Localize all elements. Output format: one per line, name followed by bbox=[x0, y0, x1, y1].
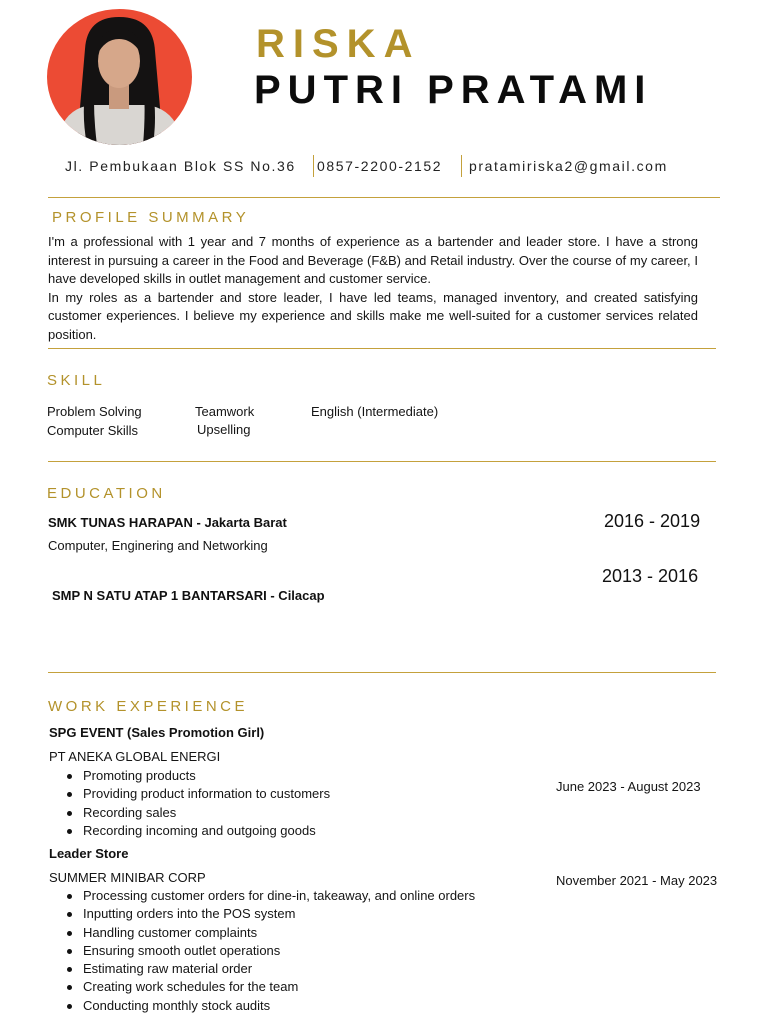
skill-item: English (Intermediate) bbox=[311, 404, 439, 419]
skill-item: Upselling bbox=[197, 422, 251, 437]
section-divider bbox=[48, 197, 720, 198]
section-divider bbox=[48, 672, 716, 673]
contact-phone: 0857-2200-2152 bbox=[317, 158, 443, 174]
list-item: Promoting products bbox=[83, 767, 330, 785]
list-item: Recording incoming and outgoing goods bbox=[83, 822, 330, 840]
job-title: Leader Store bbox=[49, 846, 129, 861]
contact-email: pratamiriska2@gmail.com bbox=[469, 158, 668, 174]
list-item: Processing customer orders for dine-in, takeaway, and online orders bbox=[83, 887, 475, 905]
job-company: PT ANEKA GLOBAL ENERGI bbox=[49, 749, 221, 764]
list-item: Recording sales bbox=[83, 804, 330, 822]
last-name: PUTRI PRATAMI bbox=[254, 68, 653, 112]
job-title: SPG EVENT (Sales Promotion Girl) bbox=[49, 725, 265, 740]
skill-item: Problem Solving bbox=[47, 404, 142, 419]
education-years: 2016 - 2019 bbox=[604, 511, 701, 531]
education-years: 2013 - 2016 bbox=[602, 566, 699, 586]
list-item: Conducting monthly stock audits bbox=[83, 997, 475, 1015]
job-company: SUMMER MINIBAR CORP bbox=[49, 870, 206, 885]
work-experience-heading: WORK EXPERIENCE bbox=[48, 698, 249, 715]
profile-summary-heading: PROFILE SUMMARY bbox=[52, 209, 250, 226]
job-duties-list bbox=[49, 767, 330, 840]
education-heading: EDUCATION bbox=[47, 485, 166, 502]
education-major: Computer, Enginering and Networking bbox=[48, 538, 268, 553]
contact-address: Jl. Pembukaan Blok SS No.36 bbox=[65, 158, 296, 174]
skill-item: Computer Skills bbox=[47, 423, 139, 438]
first-name: RISKA bbox=[256, 22, 421, 66]
list-item: Handling customer complaints bbox=[83, 924, 475, 942]
job-dates: November 2021 - May 2023 bbox=[556, 873, 718, 888]
list-item: Creating work schedules for the team bbox=[83, 978, 475, 996]
person-silhouette-icon bbox=[47, 9, 192, 145]
section-divider bbox=[48, 461, 716, 462]
profile-photo bbox=[47, 9, 192, 145]
job-duties-list bbox=[49, 887, 475, 1015]
list-item: Ensuring smooth outlet operations bbox=[83, 942, 475, 960]
education-school: SMK TUNAS HARAPAN - Jakarta Barat bbox=[48, 515, 287, 530]
list-item: Inputting orders into the POS system bbox=[83, 905, 475, 923]
section-divider bbox=[48, 348, 716, 349]
contact-divider bbox=[313, 155, 314, 177]
skill-item: Teamwork bbox=[195, 404, 255, 419]
list-item: Providing product information to customers bbox=[83, 785, 330, 803]
profile-paragraph: In my roles as a bartender and store leader, I have led teams, managed inventory, and created satisfying customer experiences. I believe my experience and skills make me well-suited for a customer services related position. bbox=[48, 289, 698, 342]
contact-divider bbox=[461, 155, 462, 177]
education-school: SMP N SATU ATAP 1 BANTARSARI - Cilacap bbox=[52, 588, 325, 603]
profile-paragraph: I'm a professional with 1 year and 7 months of experience as a bartender and leader store. I have a strong interest in pursuing a career in the Food and Beverage (F&B) and Retail industry. Over the course of my career, I have developed skills in outlet management and customer service. bbox=[48, 234, 698, 286]
job-dates: June 2023 - August 2023 bbox=[556, 779, 701, 794]
list-item: Estimating raw material order bbox=[83, 960, 475, 978]
profile-summary-text bbox=[48, 233, 698, 344]
skill-heading: SKILL bbox=[47, 372, 106, 389]
